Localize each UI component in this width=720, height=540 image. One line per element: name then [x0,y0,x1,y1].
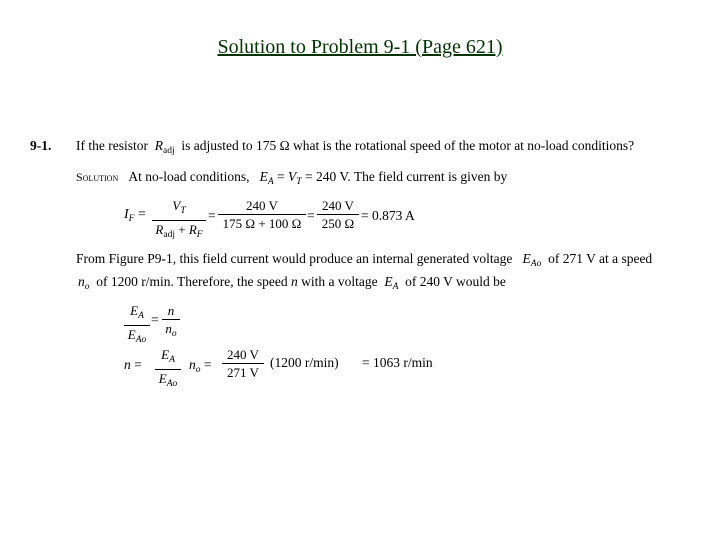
speed-fraction-numeric [222,347,264,380]
ratio-fraction-left: $E_A$ $E_{Ao}$ [124,303,150,348]
equals-sign-3: = [307,208,315,223]
voltage-text: of 271 V at a speed [548,251,653,266]
speed-lhs-variable: n [124,357,131,372]
field-fraction-sum-den: 250 Ω [321,216,355,231]
speed-text: of 1200 r/min. Therefore, the speed [96,274,288,289]
speed-fraction-symbolic: $E_A$ $E_{Ao}$ [155,347,181,392]
figure-text: From Figure P9-1, this field current would produce an internal generated voltage [76,251,513,266]
field-fraction-numeric [218,198,306,231]
figure-paragraph-line1: From Figure P9-1, this field current would produce an internal generated voltage $E_{Ao}$ of 271 V at a speed [76,251,653,269]
slide-title: Solution to Problem 9-1 (Page 621) [217,36,503,58]
field-current-result: = 0.873 A [361,208,415,223]
speed-fraction-num: 240 V [227,347,259,362]
field-current-lhs: $I_F$ = [124,207,146,224]
solution-intro: Solution At no-load conditions, $E_A = V_T = 240$ V. The field current is given by [76,169,508,187]
equals-sign: = [137,207,146,222]
question-text-start: If the resistor [76,138,148,153]
field-fraction-symbolic: $V_T$ $R_{adj} + R_F$ [152,198,206,243]
ratio-fraction-right: n $n_o$ [162,303,180,342]
speed-variable: n [290,274,298,289]
solution-label: Solution [76,170,119,184]
question-text-end: is adjusted to 175 Ω what is the rotational speed of the motor at no-load conditions? [181,138,635,153]
problem-number: 9-1. [30,138,52,153]
speed-fraction-den: 271 V [227,365,259,380]
would-be-text: of 240 V would be [405,274,506,289]
speed-result: = 1063 r/min [362,355,433,370]
figure-paragraph-line2: $n_o$ of 1200 r/min. Therefore, the speed n with a voltage $E_A$ of 240 V would be [78,274,506,292]
speed-lhs: n = [124,357,142,372]
field-fraction-den: 175 Ω + 100 Ω [222,216,302,231]
solution-field-text: . The field current is given by [347,169,508,184]
ratio-equals: = [151,312,159,327]
speed-paren-term: (1200 r/min) [270,355,339,370]
equals-sign-2: = [208,208,216,223]
problem-question: If the resistor $R_{adj}$ is adjusted to 175 Ω what is the rotational speed of the motor at no-load conditions? [76,138,635,156]
field-fraction-sum [317,198,359,231]
field-fraction-sum-num: 240 V [322,198,354,213]
plus-sign: + [178,222,186,237]
field-fraction-num: 240 V [246,198,278,213]
with-voltage-text: with a voltage [301,274,378,289]
speed-no-term: $n_o$ = [189,357,212,375]
solution-condition-text: At no-load conditions, [128,169,250,184]
ratio-numerator: n [167,303,175,318]
